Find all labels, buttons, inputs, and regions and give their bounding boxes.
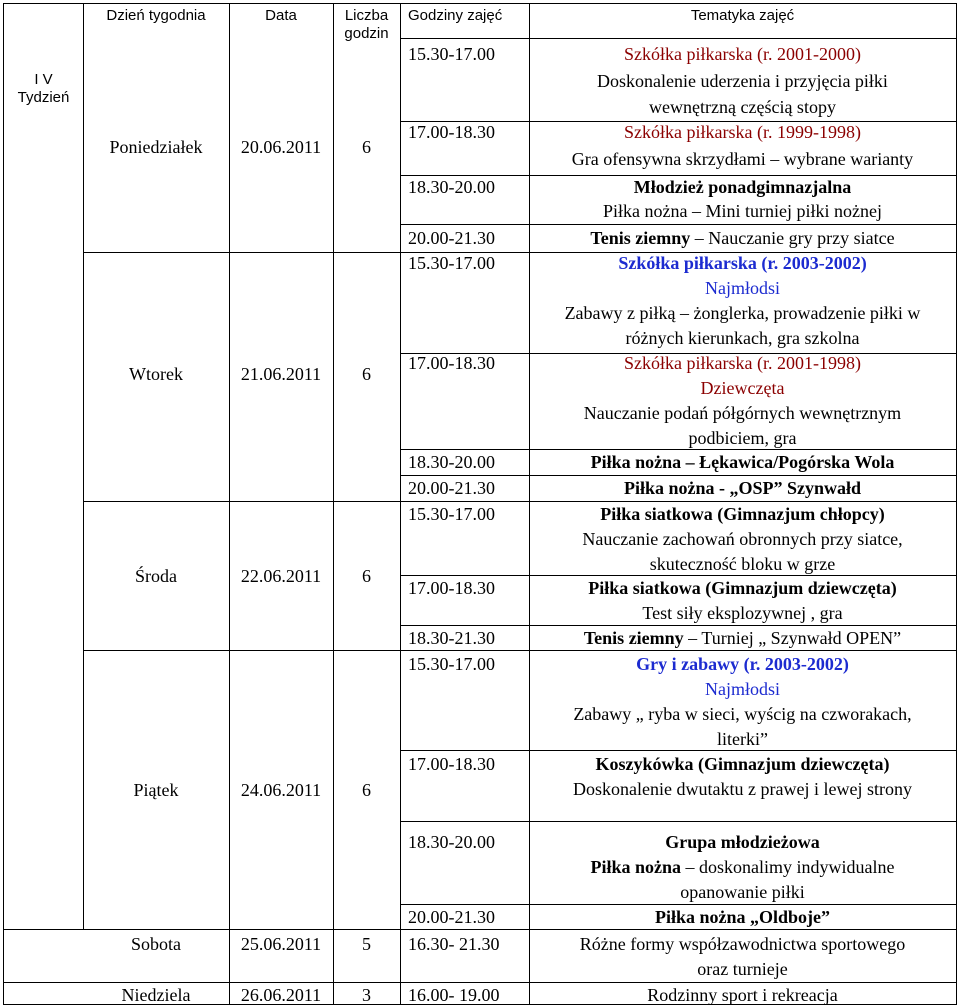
- session-time: 17.00-18.30: [408, 353, 495, 373]
- grid-line: [400, 904, 956, 905]
- session-title: Piłka nożna – Łękawica/Pogórska Wola: [590, 452, 895, 472]
- day-name: Sobota: [130, 934, 181, 954]
- session-group: Dziewczęta: [700, 378, 785, 398]
- session-desc: Nauczanie podań półgórnych wewnętrznym: [583, 403, 902, 423]
- session-title: Piłka nożna „Oldboje”: [654, 907, 831, 927]
- grid-line: [400, 625, 956, 626]
- header-topic: Tematyka zajęć: [690, 7, 795, 24]
- day-name: Piątek: [133, 780, 179, 800]
- grid-line: [956, 3, 957, 1005]
- session-time: 17.00-18.30: [408, 122, 495, 142]
- session-title: Koszykówka (Gimnazjum dziewczęta): [595, 754, 890, 774]
- grid-line: [400, 38, 956, 39]
- day-date: 26.06.2011: [240, 985, 322, 1005]
- session-title: Piłka siatkowa (Gimnazjum dziewczęta): [588, 578, 897, 598]
- session-time: 17.00-18.30: [408, 578, 495, 598]
- session-title: Szkółka piłkarska (r. 1999-1998): [624, 122, 861, 142]
- day-date: 20.06.2011: [240, 137, 322, 157]
- day-hours: 6: [362, 137, 371, 157]
- session-title-line: [529, 627, 956, 649]
- session-time: 18.30-20.00: [408, 832, 495, 852]
- grid-line: [400, 501, 956, 502]
- session-time: 16.00- 19.00: [408, 985, 500, 1005]
- session-time: 18.30-20.00: [408, 177, 495, 197]
- session-desc: – Nauczanie gry przy siatce: [694, 228, 895, 248]
- session-desc: różnych kierunkach, gra szkolna: [625, 328, 860, 348]
- session-time: 15.30-17.00: [408, 253, 495, 273]
- session-desc: Test siły eksplozywnej , gra: [642, 603, 843, 623]
- session-desc: skuteczność bloku w grze: [649, 554, 836, 574]
- session-desc: literki”: [717, 729, 768, 749]
- session-title: Piłka nożna - „OSP” Szynwałd: [623, 478, 862, 498]
- day-name: Środa: [135, 566, 177, 586]
- grid-line: [3, 3, 4, 1005]
- session-desc: Doskonalenie uderzenia i przyjęcia piłki: [597, 71, 888, 91]
- grid-line: [400, 3, 401, 1005]
- grid-line: [3, 929, 957, 930]
- session-title: Gry i zabawy (r. 2003-2002): [636, 654, 849, 674]
- grid-line: [83, 650, 400, 651]
- session-title: Szkółka piłkarska (r. 2001-1998): [624, 353, 861, 373]
- day-date: 25.06.2011: [240, 934, 322, 954]
- session-title: Grupa młodzieżowa: [665, 832, 820, 852]
- session-title-line: [529, 227, 956, 249]
- day-hours: 5: [362, 934, 371, 954]
- session-desc: opanowanie piłki: [680, 882, 805, 902]
- session-group: Najmłodsi: [705, 679, 780, 699]
- grid-line: [400, 821, 956, 822]
- day-date: 24.06.2011: [240, 780, 322, 800]
- session-desc: Gra ofensywna skrzydłami – wybrane warianty: [571, 149, 914, 169]
- session-desc: Nauczanie zachowań obronnych przy siatce,: [582, 529, 903, 549]
- session-desc: – Turniej „ Szynwałd OPEN”: [688, 628, 902, 648]
- session-time: 17.00-18.30: [408, 754, 495, 774]
- day-hours: 3: [362, 985, 371, 1005]
- session-title: Szkółka piłkarska (r. 2001-2000): [624, 44, 861, 64]
- session-desc: Piłka nożna – Mini turniej piłki nożnej: [603, 201, 882, 221]
- session-title-line: [529, 856, 956, 878]
- session-title: Tenis ziemny: [590, 228, 691, 248]
- day-name: Wtorek: [129, 364, 183, 384]
- session-time: 16.30- 21.30: [408, 934, 500, 954]
- session-time: 20.00-21.30: [408, 228, 495, 248]
- session-desc: Różne formy współzawodnictwa sportowego: [579, 934, 906, 954]
- header-times: Godziny zajęć: [408, 7, 503, 24]
- session-desc: podbiciem, gra: [688, 428, 797, 448]
- session-time: 15.30-17.00: [408, 654, 495, 674]
- session-desc: – doskonalimy indywidualne: [685, 857, 895, 877]
- day-hours: 6: [362, 566, 371, 586]
- day-hours: 6: [362, 780, 371, 800]
- day-name: Niedziela: [121, 985, 191, 1005]
- session-desc: Rodzinny sport i rekreacja: [647, 985, 838, 1005]
- session-time: 15.30-17.00: [408, 44, 495, 64]
- week-label: I V Tydzień: [17, 71, 70, 106]
- day-hours: 6: [362, 364, 371, 384]
- session-title: Młodzież ponadgimnazjalna: [633, 177, 852, 197]
- header-hours: Liczba godzin: [344, 7, 389, 42]
- session-time: 18.30-20.00: [408, 452, 495, 472]
- session-desc: wewnętrzną częścią stopy: [649, 97, 836, 117]
- session-subtitle: Piłka nożna: [590, 857, 682, 877]
- grid-line: [83, 252, 400, 253]
- session-title: Piłka siatkowa (Gimnazjum chłopcy): [600, 504, 885, 524]
- day-date: 21.06.2011: [240, 364, 322, 384]
- session-title: Tenis ziemny: [583, 628, 684, 648]
- grid-line: [3, 3, 957, 4]
- session-desc: oraz turnieje: [697, 959, 788, 979]
- session-group: Najmłodsi: [705, 278, 780, 298]
- grid-line: [400, 650, 956, 651]
- session-time: 20.00-21.30: [408, 907, 495, 927]
- grid-line: [400, 224, 956, 225]
- grid-line: [400, 575, 956, 576]
- session-title: Szkółka piłkarska (r. 2003-2002): [618, 253, 867, 273]
- grid-line: [3, 982, 957, 983]
- session-desc: Zabawy z piłką – żonglerka, prowadzenie piłki w: [564, 303, 921, 323]
- session-time: 20.00-21.30: [408, 478, 495, 498]
- header-day: Dzień tygodnia: [106, 7, 206, 24]
- session-desc: Doskonalenie dwutaktu z prawej i lewej strony: [573, 779, 912, 799]
- day-date: 22.06.2011: [240, 566, 322, 586]
- session-time: 15.30-17.00: [408, 504, 495, 524]
- grid-line: [400, 750, 956, 751]
- grid-line: [83, 501, 400, 502]
- grid-line: [400, 449, 956, 450]
- day-name: Poniedziałek: [109, 137, 203, 157]
- header-date: Data: [265, 7, 297, 24]
- grid-line: [400, 475, 956, 476]
- session-desc: Zabawy „ ryba w sieci, wyścig na czworakach,: [573, 704, 912, 724]
- session-time: 18.30-21.30: [408, 628, 495, 648]
